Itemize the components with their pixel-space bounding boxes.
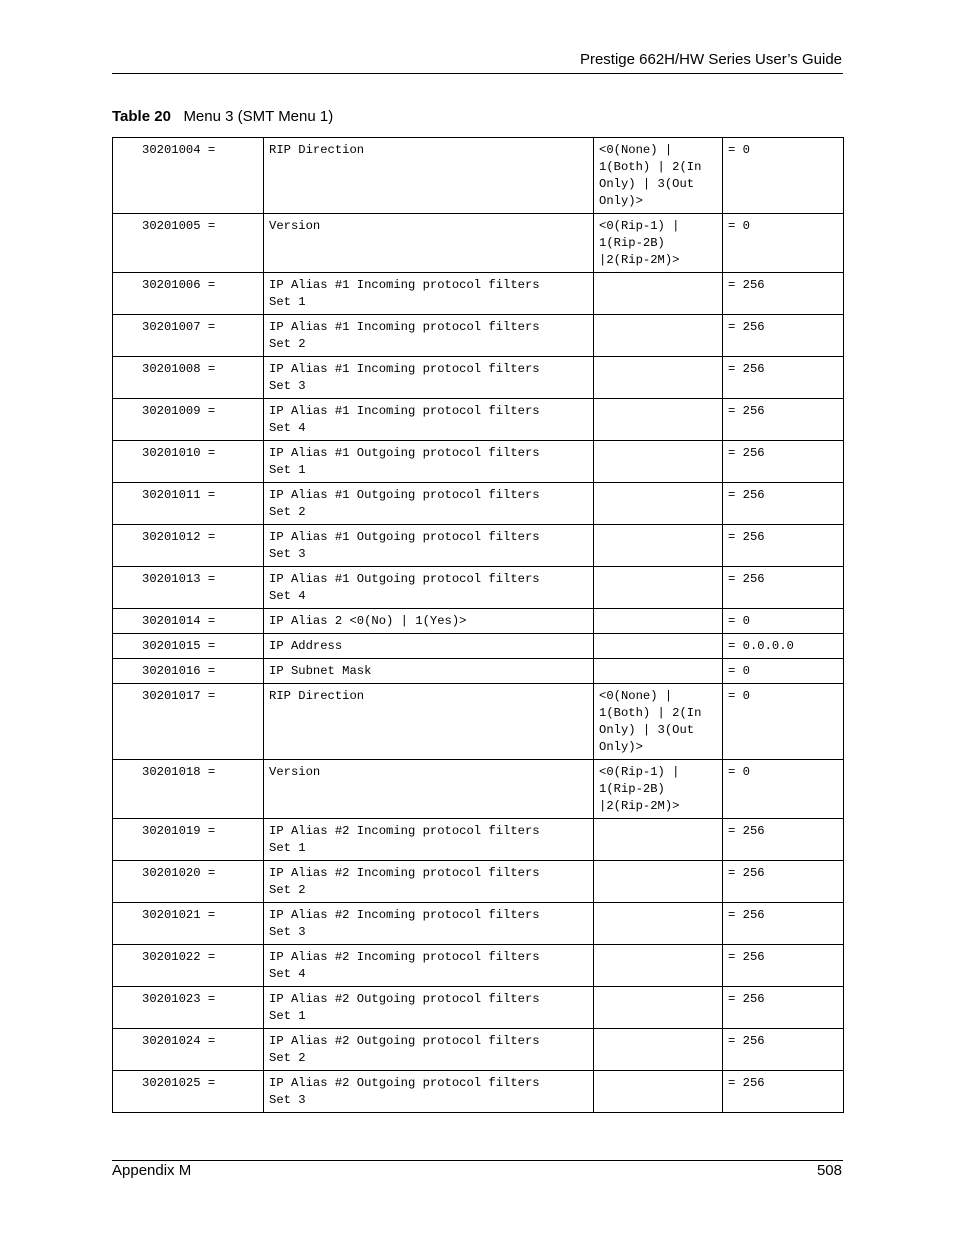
menu-options-cell bbox=[594, 945, 723, 987]
menu-value-cell: = 256 bbox=[723, 903, 844, 945]
menu-description-cell: IP Alias #2 Outgoing protocol filters Set 1 bbox=[264, 987, 594, 1029]
table-row bbox=[113, 1029, 844, 1071]
menu-options-cell bbox=[594, 273, 723, 315]
menu-options-cell bbox=[594, 609, 723, 634]
menu-value-cell: = 256 bbox=[723, 357, 844, 399]
table-row bbox=[113, 567, 844, 609]
header-divider bbox=[112, 73, 843, 74]
menu-options-cell bbox=[594, 634, 723, 659]
menu-description-cell: IP Alias #1 Outgoing protocol filters Set 1 bbox=[264, 441, 594, 483]
menu-description-cell: IP Subnet Mask bbox=[264, 659, 594, 684]
menu-options-cell bbox=[594, 315, 723, 357]
menu-options-cell bbox=[594, 441, 723, 483]
menu-code-cell: 30201012 = bbox=[113, 525, 264, 567]
menu-options-cell bbox=[594, 987, 723, 1029]
menu-options-cell bbox=[594, 567, 723, 609]
menu-value-cell: = 0 bbox=[723, 659, 844, 684]
menu-options-cell: <0(None) | 1(Both) | 2(In Only) | 3(Out Only)> bbox=[594, 684, 723, 760]
menu-code-cell: 30201017 = bbox=[113, 684, 264, 760]
menu-description-cell: IP Alias #1 Incoming protocol filters Set 4 bbox=[264, 399, 594, 441]
menu-options-cell bbox=[594, 659, 723, 684]
table-caption bbox=[112, 108, 333, 125]
menu-table-body bbox=[113, 138, 844, 1113]
table-row bbox=[113, 945, 844, 987]
table-row bbox=[113, 684, 844, 760]
menu-value-cell: = 0.0.0.0 bbox=[723, 634, 844, 659]
menu-options-cell: <0(Rip-1) | 1(Rip-2B) |2(Rip-2M)> bbox=[594, 760, 723, 819]
menu-description-cell: IP Alias #1 Incoming protocol filters Set 1 bbox=[264, 273, 594, 315]
menu-description-cell: RIP Direction bbox=[264, 138, 594, 214]
table-row bbox=[113, 903, 844, 945]
menu-description-cell: Version bbox=[264, 214, 594, 273]
menu-description-cell: IP Alias #1 Outgoing protocol filters Set 3 bbox=[264, 525, 594, 567]
table-row bbox=[113, 441, 844, 483]
menu-value-cell: = 256 bbox=[723, 861, 844, 903]
menu-code-cell: 30201005 = bbox=[113, 214, 264, 273]
menu-value-cell: = 0 bbox=[723, 760, 844, 819]
menu-code-cell: 30201014 = bbox=[113, 609, 264, 634]
menu-code-cell: 30201008 = bbox=[113, 357, 264, 399]
menu-description-cell: IP Alias #2 Incoming protocol filters Set 3 bbox=[264, 903, 594, 945]
table-caption-label: Table 20 bbox=[112, 108, 171, 125]
menu-value-cell: = 0 bbox=[723, 214, 844, 273]
menu-description-cell: IP Alias #2 Incoming protocol filters Set 1 bbox=[264, 819, 594, 861]
menu-code-cell: 30201009 = bbox=[113, 399, 264, 441]
menu-value-cell: = 256 bbox=[723, 525, 844, 567]
menu-value-cell: = 256 bbox=[723, 483, 844, 525]
table-row bbox=[113, 819, 844, 861]
menu-code-cell: 30201022 = bbox=[113, 945, 264, 987]
menu-value-cell: = 256 bbox=[723, 273, 844, 315]
menu-options-cell bbox=[594, 903, 723, 945]
footer-divider bbox=[112, 1160, 843, 1161]
table-row bbox=[113, 273, 844, 315]
menu-value-cell: = 256 bbox=[723, 1071, 844, 1113]
menu-table bbox=[112, 137, 844, 1113]
menu-value-cell: = 0 bbox=[723, 138, 844, 214]
running-header-title: Prestige 662H/HW Series User’s Guide bbox=[579, 51, 842, 68]
menu-value-cell: = 256 bbox=[723, 987, 844, 1029]
table-row bbox=[113, 214, 844, 273]
table-caption-text: Menu 3 (SMT Menu 1) bbox=[183, 108, 334, 125]
menu-code-cell: 30201006 = bbox=[113, 273, 264, 315]
menu-description-cell: IP Alias #1 Incoming protocol filters Set 3 bbox=[264, 357, 594, 399]
table-row bbox=[113, 760, 844, 819]
menu-code-cell: 30201004 = bbox=[113, 138, 264, 214]
menu-options-cell bbox=[594, 861, 723, 903]
menu-code-cell: 30201016 = bbox=[113, 659, 264, 684]
menu-description-cell: IP Alias 2 <0(No) | 1(Yes)> bbox=[264, 609, 594, 634]
menu-description-cell: IP Alias #2 Outgoing protocol filters Set 2 bbox=[264, 1029, 594, 1071]
menu-code-cell: 30201024 = bbox=[113, 1029, 264, 1071]
menu-options-cell bbox=[594, 483, 723, 525]
menu-description-cell: IP Alias #2 Incoming protocol filters Set 4 bbox=[264, 945, 594, 987]
menu-options-cell bbox=[594, 819, 723, 861]
menu-description-cell: IP Alias #2 Outgoing protocol filters Set 3 bbox=[264, 1071, 594, 1113]
table-row bbox=[113, 483, 844, 525]
menu-description-cell: IP Alias #1 Outgoing protocol filters Set 4 bbox=[264, 567, 594, 609]
menu-options-cell: <0(Rip-1) | 1(Rip-2B) |2(Rip-2M)> bbox=[594, 214, 723, 273]
menu-code-cell: 30201011 = bbox=[113, 483, 264, 525]
menu-description-cell: RIP Direction bbox=[264, 684, 594, 760]
table-row bbox=[113, 357, 844, 399]
table-row bbox=[113, 634, 844, 659]
menu-code-cell: 30201007 = bbox=[113, 315, 264, 357]
menu-code-cell: 30201010 = bbox=[113, 441, 264, 483]
menu-code-cell: 30201025 = bbox=[113, 1071, 264, 1113]
menu-code-cell: 30201019 = bbox=[113, 819, 264, 861]
table-row bbox=[113, 609, 844, 634]
menu-value-cell: = 256 bbox=[723, 567, 844, 609]
menu-value-cell: = 256 bbox=[723, 819, 844, 861]
table-row bbox=[113, 399, 844, 441]
table-row bbox=[113, 659, 844, 684]
menu-value-cell: = 256 bbox=[723, 1029, 844, 1071]
menu-options-cell bbox=[594, 1071, 723, 1113]
table-row bbox=[113, 315, 844, 357]
menu-value-cell: = 256 bbox=[723, 945, 844, 987]
menu-code-cell: 30201013 = bbox=[113, 567, 264, 609]
menu-options-cell: <0(None) | 1(Both) | 2(In Only) | 3(Out Only)> bbox=[594, 138, 723, 214]
menu-description-cell: IP Address bbox=[264, 634, 594, 659]
table-row bbox=[113, 1071, 844, 1113]
menu-options-cell bbox=[594, 399, 723, 441]
menu-code-cell: 30201020 = bbox=[113, 861, 264, 903]
menu-description-cell: IP Alias #1 Incoming protocol filters Set 2 bbox=[264, 315, 594, 357]
menu-value-cell: = 0 bbox=[723, 684, 844, 760]
page-number: 508 bbox=[816, 1162, 842, 1179]
menu-code-cell: 30201015 = bbox=[113, 634, 264, 659]
menu-value-cell: = 0 bbox=[723, 609, 844, 634]
table-row bbox=[113, 861, 844, 903]
menu-description-cell: Version bbox=[264, 760, 594, 819]
menu-options-cell bbox=[594, 525, 723, 567]
menu-code-cell: 30201018 = bbox=[113, 760, 264, 819]
table-row bbox=[113, 525, 844, 567]
menu-options-cell bbox=[594, 357, 723, 399]
footer-section: Appendix M bbox=[112, 1162, 192, 1179]
table-row bbox=[113, 987, 844, 1029]
menu-options-cell bbox=[594, 1029, 723, 1071]
menu-value-cell: = 256 bbox=[723, 399, 844, 441]
menu-description-cell: IP Alias #2 Incoming protocol filters Set 2 bbox=[264, 861, 594, 903]
menu-code-cell: 30201021 = bbox=[113, 903, 264, 945]
menu-code-cell: 30201023 = bbox=[113, 987, 264, 1029]
menu-value-cell: = 256 bbox=[723, 441, 844, 483]
menu-value-cell: = 256 bbox=[723, 315, 844, 357]
menu-description-cell: IP Alias #1 Outgoing protocol filters Set 2 bbox=[264, 483, 594, 525]
table-row bbox=[113, 138, 844, 214]
